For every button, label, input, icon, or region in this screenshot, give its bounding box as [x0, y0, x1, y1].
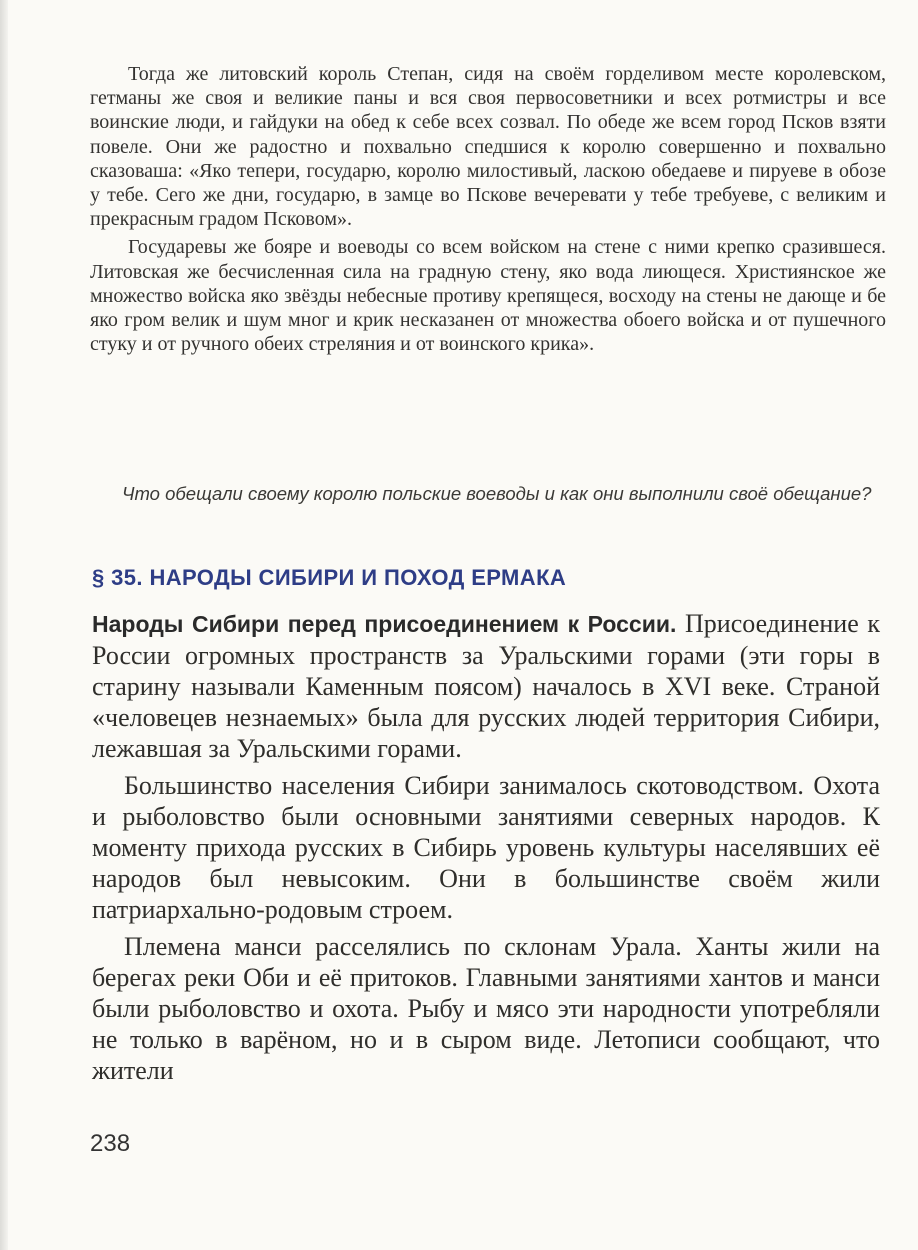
review-question: Что обещали своему королю польские воеводы и как они выполнили своё обещание? — [122, 483, 872, 504]
section-paragraph: Большинство населения Сибири занималось скотоводством. Охота и рыболовство были основными занятиями северных народов. К моменту прихода русских в Сибирь уровень культуры населявших её народов был невысоким. Они в большинстве своём жили патриархально-родовым строем. — [92, 771, 880, 924]
subsection-heading: Народы Сибири перед присоединением к России. — [92, 611, 677, 637]
section-body — [92, 608, 880, 1086]
section-paragraph — [92, 608, 880, 764]
section-paragraph: Племена манси расселялись по склонам Урала. Ханты жили на берегах реки Оби и её притоков. Главными занятиями хантов и манси были рыболовство и охота. Рыбу и мясо эти народности употребляли не только в варёном, но и в сыром виде. Летописи сообщают, что жители — [92, 932, 880, 1085]
quote-paragraph: Тогда же литовский король Степан, сидя на своём горделивом месте королевском, гетманы же своя и великие паны и вся своя первосоветники и всех ротмистры и все воинские люди, и гайдуки на обед к себе всех созвал. По обеде же всем город Псков взяти повеле. Они же радостно и похвально спедшися к королю совершенно и похвально сказоваша: «Яко тепери, государю, королю милостивый, ласкою обедаеве и пируеве в обозе у тебе. Сего же дни, государю, в замце во Пскове вечеревати у тебе требуеве, с великим и прекрасным градом Псковом». — [90, 63, 886, 231]
quote-paragraph: Государевы же бояре и воеводы со всем войском на стене с ними крепко сразившеся. Литовская же бесчисленная сила на градную стену, яко вода лиющеся. Християнское же множество войска яко звёзды небесные противу крепящеся, восходу на стены не дающе и бе яко гром велик и шум мног и крик несказанен от множества обоего войска и от пушечного стуку и от ручного обеих стреляния и от воинского крика». — [90, 236, 886, 356]
chronicle-quote — [90, 62, 886, 356]
page-spine-shadow — [0, 0, 8, 1250]
paragraph-text: Присоединение к России огромных пространств за Уральскими горами (эти горы в старину называли Каменным поясом) началось в XVI веке. Страной «человецев незнаемых» была для русских людей территория Сибири, лежавшая за Уральскими горами. — [92, 609, 880, 763]
page-number: 238 — [90, 1130, 131, 1157]
section-title: § 35. НАРОДЫ СИБИРИ И ПОХОД ЕРМАКА — [92, 565, 567, 590]
